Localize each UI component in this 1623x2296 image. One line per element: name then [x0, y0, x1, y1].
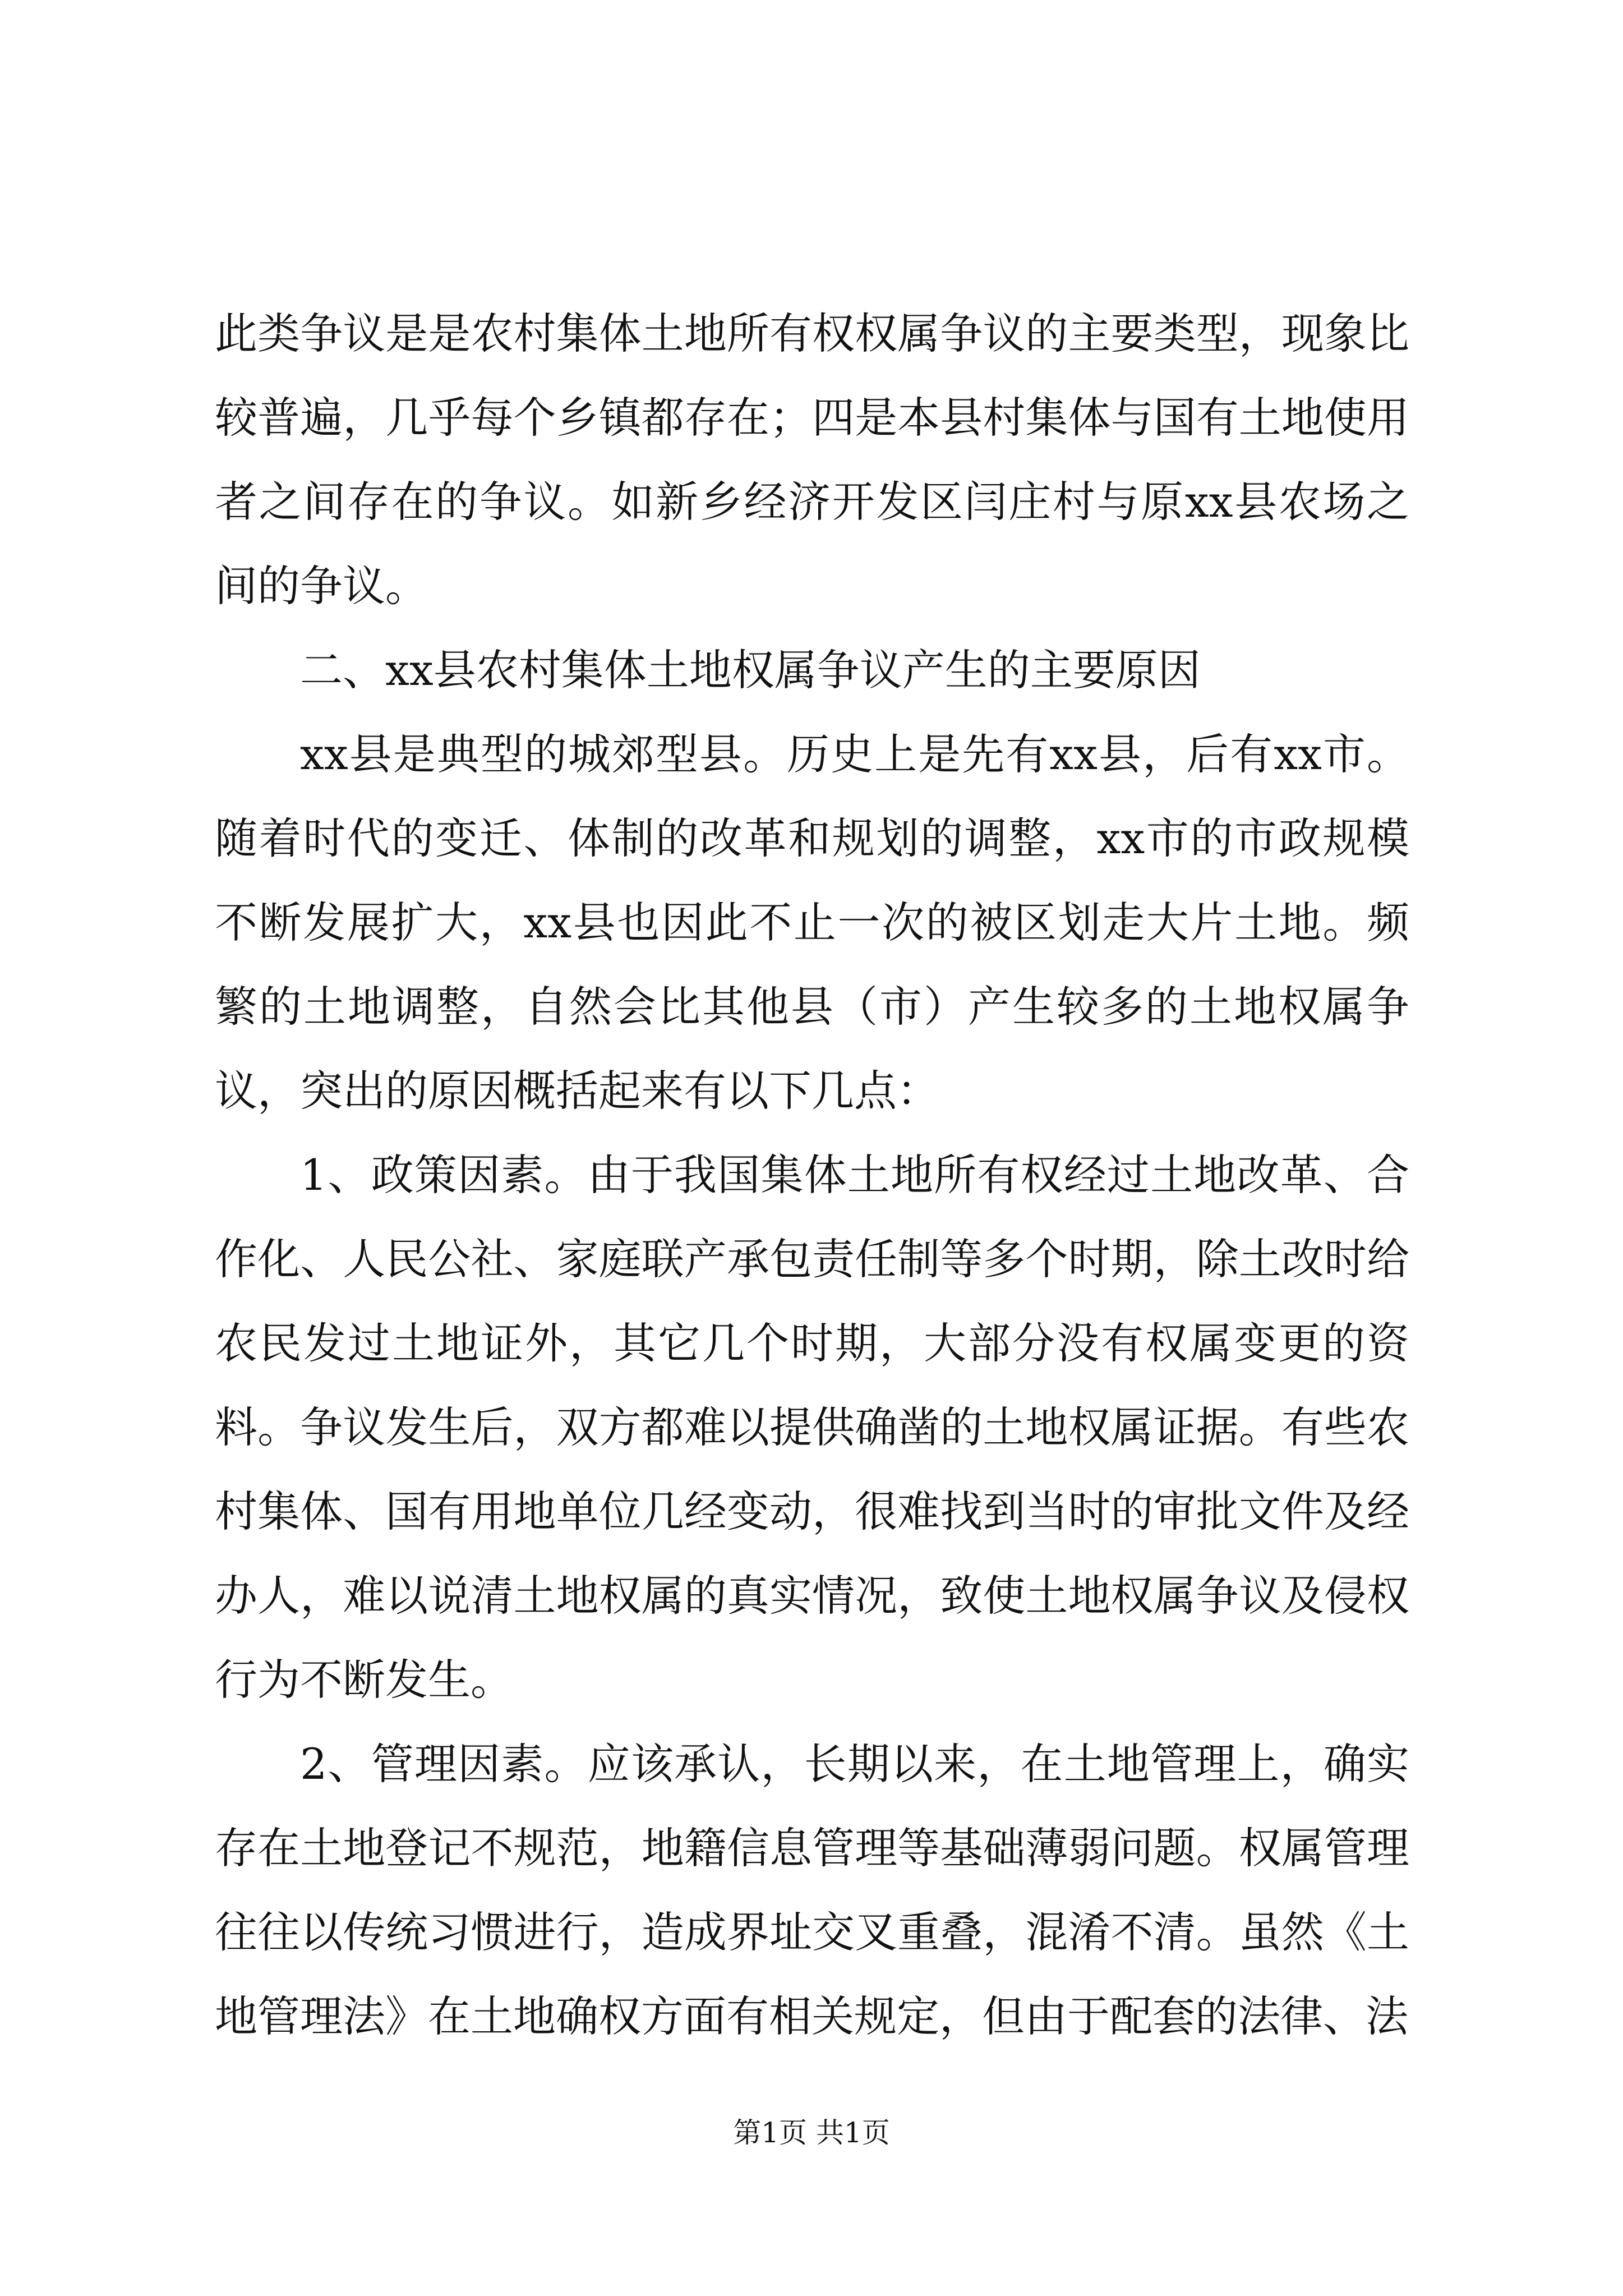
paragraph: xx县是典型的城郊型县。历史上是先有xx县，后有xx市。随着时代的变迁、体制的改革和规划的调整，xx市的市政规模不断发展扩大，xx县也因此不止一次的被区划走大片土地。频繁的土地调整，自然会比其他县（市）产生较多的土地权属争议，突出的原因概括起来有以下几点： — [215, 729, 1409, 1116]
paragraph-policy-factor: 1、政策因素。由于我国集体土地所有权经过土地改革、合作化、人民公社、家庭联产承包责任制等多个时期，除土改时给农民发过土地证外，其它几个时期，大部分没有权属变更的资料。争议发生后，双方都难以提供确凿的土地权属证据。有些农村集体、国有用地单位几经变动，很难找到当时的审批文件及经办人，难以说清土地权属的真实情况，致使土地权属争议及侵权行为不断发生。 — [215, 1150, 1409, 1705]
page-number-footer: 第1页 共1页 — [733, 2116, 890, 2149]
section-heading: 二、xx县农村集体土地权属争议产生的主要原因 — [300, 645, 1201, 695]
paragraph-continuation: 此类争议是是农村集体土地所有权权属争议的主要类型，现象比较普遍，几乎每个乡镇都存在；四是本县村集体与国有土地使用者之间存在的争议。如新乡经济开发区闫庄村与原xx县农场之间的争议。 — [215, 309, 1409, 611]
document-body — [215, 292, 1409, 2059]
paragraph-management-factor: 2、管理因素。应该承认，长期以来，在土地管理上，确实存在土地登记不规范，地籍信息管理等基础薄弱问题。权属管理往往以传统习惯进行，造成界址交叉重叠，混淆不清。虽然《土地管理法》在土地确权方面有相关规定，但由于配套的法律、法 — [215, 1739, 1409, 2041]
